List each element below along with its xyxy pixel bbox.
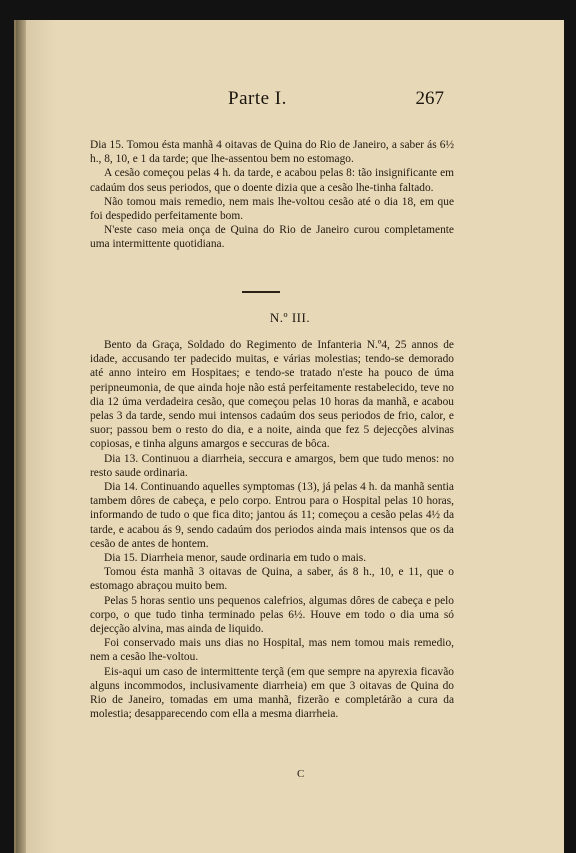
- paragraph: Bento da Graça, Soldado do Regimento de Infanteria N.º4, 25 annos de idade, accusando ter padecido muitas, e várias molestias; tendo-se demorado até anno inteiro em Hospitaes; e tendo-se tratado n'este ha pouco de úma peripneumonia, de que ainda hoje não está perfeitamente restabelecido, teve no dia 12 úma verdadeira cesão, que começou pelas 10 horas da manhã, e acabou pelas 3 da tarde, sendo mui intensos cadaúm dos seus periodos de frio, calor, e suor; passou bem o resto do dia, e a noite, ainda que fez 5 dejecções alvinas copiosas, e tinha alguns amargos e seccuras de bôca.: [90, 339, 454, 451]
- page-number: 267: [415, 88, 444, 109]
- paper-sheet: [14, 20, 564, 853]
- binding-gutter: [16, 20, 26, 853]
- paragraph: Foi conservado mais uns dias no Hospital, mas nem tomou mais remedio, nem a cesão lhe-voltou.: [90, 637, 454, 664]
- section-divider: [242, 291, 280, 293]
- paragraph: Não tomou mais remedio, nem mais lhe-voltou cesão até o dia 18, em que foi despedido perfeitamente bom.: [90, 195, 454, 223]
- paragraph: Dia 15. Tomou ésta manhã 4 oitavas de Quina do Rio de Janeiro, a saber ás 6½ h., 8, 10, e 1 da tarde; que lhe-assentou bem no estomago.: [90, 139, 454, 166]
- paragraph: N'este caso meia onça de Quina do Rio de Janeiro curou completamente uma intermittente quotidiana.: [90, 224, 454, 251]
- paragraph: Eis-aqui um caso de intermittente terçã (em que sempre na apyrexia ficavão alguns incommodos, inclusivamente diarrheia) em que 3 oitavas de Quina do Rio de Janeiro, tomadas em uma manhã, fizerão e completárão a cura da molestia; desapparecendo com ella a mesma diarrheia.: [90, 665, 454, 721]
- paragraph: Tomou ésta manhã 3 oitavas de Quina, a saber, ás 8 h., 10, e 11, que o estomago abraçou muito bem.: [90, 566, 454, 593]
- paragraph: Dia 15. Diarrheia menor, saude ordinaria em tudo o mais.: [104, 552, 367, 565]
- paragraph: Dia 13. Continuou a diarrheia, seccura e amargos, bem que tudo menos: no resto saude ordinaria.: [90, 452, 454, 479]
- case-text-block: [90, 338, 454, 721]
- paragraph: Pelas 5 horas sentio uns pequenos calefrios, algumas dôres de cabeça e pelo corpo, o que tudo tinha terminado pelas 6½. Houve em todo o dia uma só dejecção alvina, mas ainda de liquido.: [90, 594, 454, 636]
- catchword: C: [297, 768, 305, 780]
- case-heading: N.º III.: [269, 310, 311, 325]
- page-header: [16, 88, 564, 118]
- paragraph: Dia 14. Continuando aquelles symptomas (13), já pelas 4 h. da manhã sentia tambem dôres de cabeça, e pelo corpo. Entrou para o Hospital pelas 10 horas, informando de tudo o que fica dito; jantou ás 11; começou a cesão pelas 4½ da tarde, e acabou ás 9, sendo cadaúm dos periodos ainda mais intensos que os da cesão de antes de hontem.: [90, 481, 454, 550]
- paragraph: A cesão começou pelas 4 h. da tarde, e acabou pelas 8: tão insignificante em cadaúm dos seus periodos, que o doente dizia que a cesão lhe-tinha faltado.: [90, 167, 454, 194]
- opening-text-block: [90, 138, 454, 252]
- running-title: Parte I.: [228, 88, 287, 109]
